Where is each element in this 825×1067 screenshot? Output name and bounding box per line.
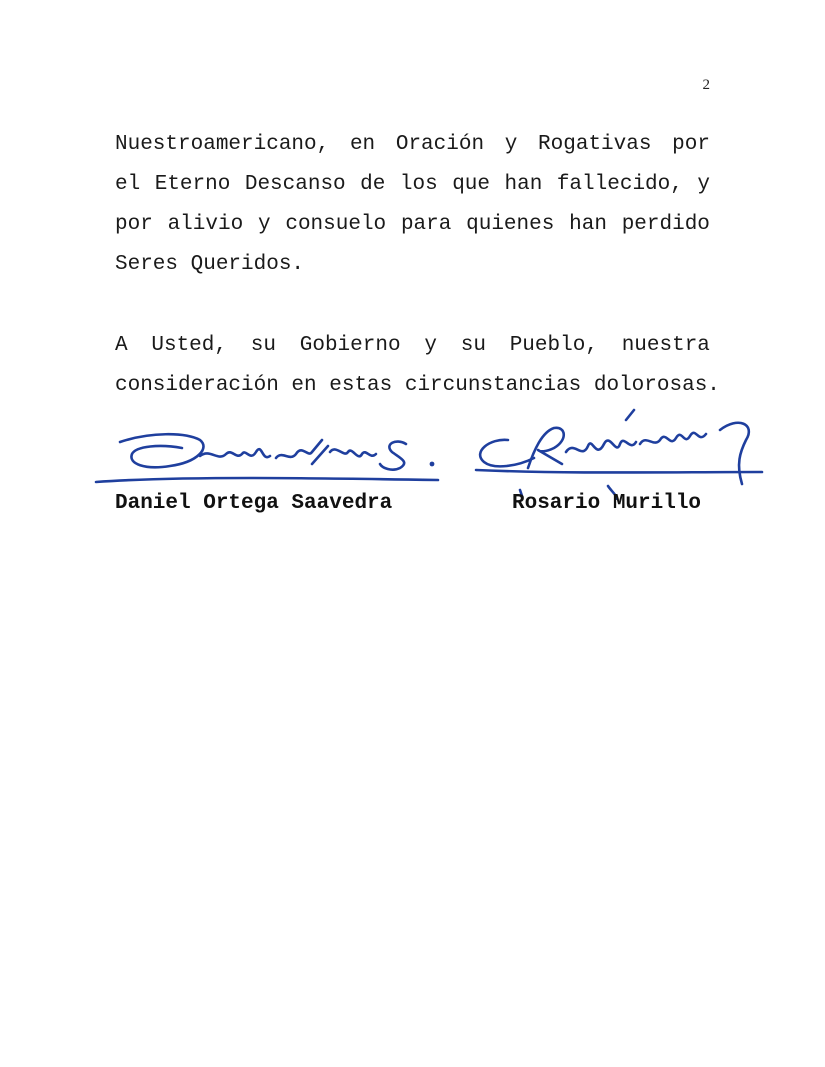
word: perdido	[621, 213, 710, 236]
word: A	[115, 334, 128, 357]
word: han	[569, 213, 607, 236]
signer-name-right: Rosario Murillo	[512, 492, 702, 515]
word: Descanso	[244, 173, 346, 196]
word: su	[460, 334, 486, 357]
paragraph-1	[115, 125, 710, 285]
word: su	[250, 334, 276, 357]
word: Pueblo,	[509, 334, 598, 357]
word: Oración	[395, 133, 485, 156]
word: Usted,	[151, 334, 227, 357]
paragraph-line	[115, 165, 710, 205]
word: el	[115, 173, 141, 196]
word: y	[257, 213, 271, 236]
signature-left-image	[90, 418, 440, 498]
word: por	[115, 213, 153, 236]
word: Eterno	[154, 173, 231, 196]
paragraph-line	[115, 326, 710, 366]
word: Gobierno	[299, 334, 401, 357]
word: en	[349, 133, 376, 156]
word: que	[452, 173, 491, 196]
word: Rogativas	[538, 133, 652, 156]
paragraph-2	[115, 326, 720, 406]
word: los	[399, 173, 438, 196]
word: y	[504, 133, 518, 156]
paragraph-line	[115, 205, 710, 245]
word: para	[400, 213, 452, 236]
word: alivio	[167, 213, 244, 236]
word: y	[424, 334, 437, 357]
paragraph-line	[115, 245, 710, 285]
word: nuestra	[621, 334, 710, 357]
page-number: 2	[702, 77, 710, 93]
word: por	[672, 133, 710, 156]
signer-name-left: Daniel Ortega Saavedra	[115, 492, 393, 515]
word: Nuestroamericano,	[115, 133, 330, 156]
line-text: Seres Queridos.	[115, 253, 305, 276]
paragraph-line	[115, 125, 710, 165]
word: y	[697, 173, 710, 196]
word: quienes	[466, 213, 555, 236]
word: consuelo	[285, 213, 387, 236]
signature-right-image	[470, 400, 770, 500]
word: de	[360, 173, 386, 196]
word: han	[504, 173, 543, 196]
line-text: consideración en estas circunstancias dolorosas.	[115, 374, 720, 397]
word: fallecido,	[556, 173, 683, 196]
